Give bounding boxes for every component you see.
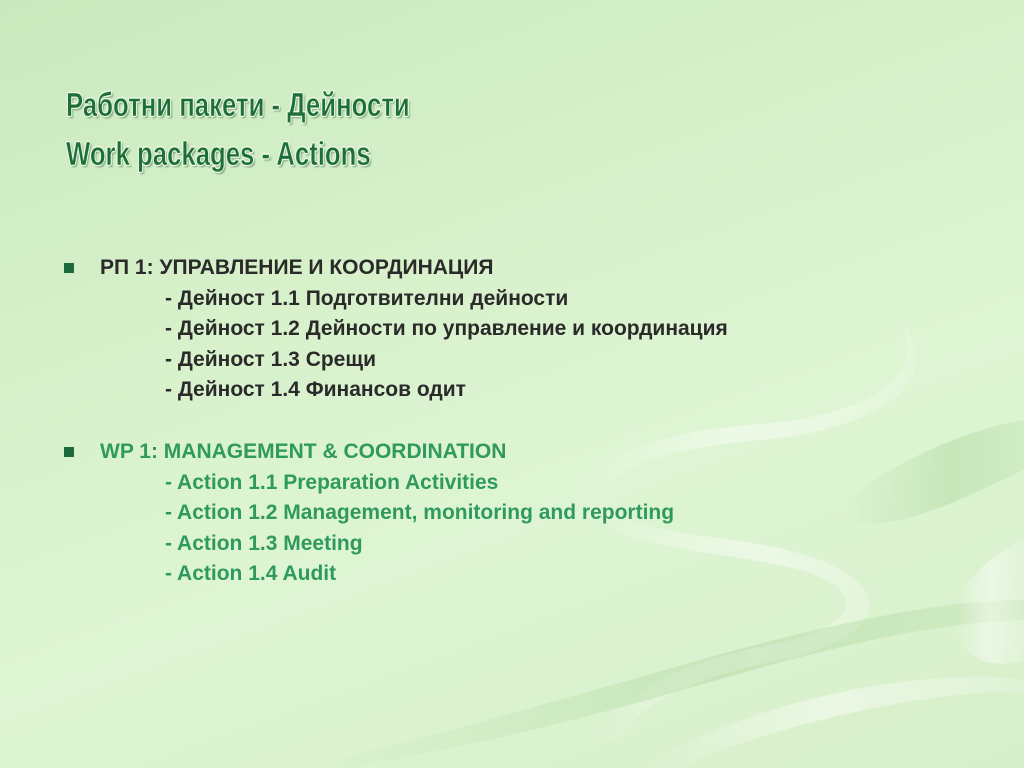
swirl-shape: [955, 540, 1024, 664]
activity-list: [165, 284, 728, 406]
action-item: - Action 1.2 Management, monitoring and reporting: [165, 501, 675, 525]
square-bullet-icon: [64, 263, 74, 273]
action-item: - Action 1.1 Preparation Activities: [165, 470, 499, 494]
action-item: - Action 1.3 Meeting: [165, 531, 363, 555]
action-list: [165, 468, 674, 590]
activity-item: - Дейност 1.3 Срещи: [165, 347, 376, 371]
action-item: - Action 1.4 Audit: [165, 562, 337, 586]
square-bullet-icon: [64, 447, 74, 457]
activity-item: - Дейност 1.4 Финансов одит: [165, 378, 466, 402]
swirl-shape: [640, 677, 1024, 768]
work-package-heading: РП 1: УПРАВЛЕНИЕ И КООРДИНАЦИЯ: [100, 256, 494, 279]
work-package-heading: WP 1: MANAGEMENT & COORDINATION: [100, 440, 507, 463]
title-line-english: Work packages - Actions: [66, 135, 371, 172]
title-line-bulgarian: Работни пакети - Дейности: [66, 86, 410, 123]
activity-item: - Дейност 1.2 Дейности по управление и координация: [165, 317, 728, 341]
activity-item: - Дейност 1.1 Подготвителни дейности: [165, 286, 569, 310]
swirl-shape: [844, 420, 1024, 524]
